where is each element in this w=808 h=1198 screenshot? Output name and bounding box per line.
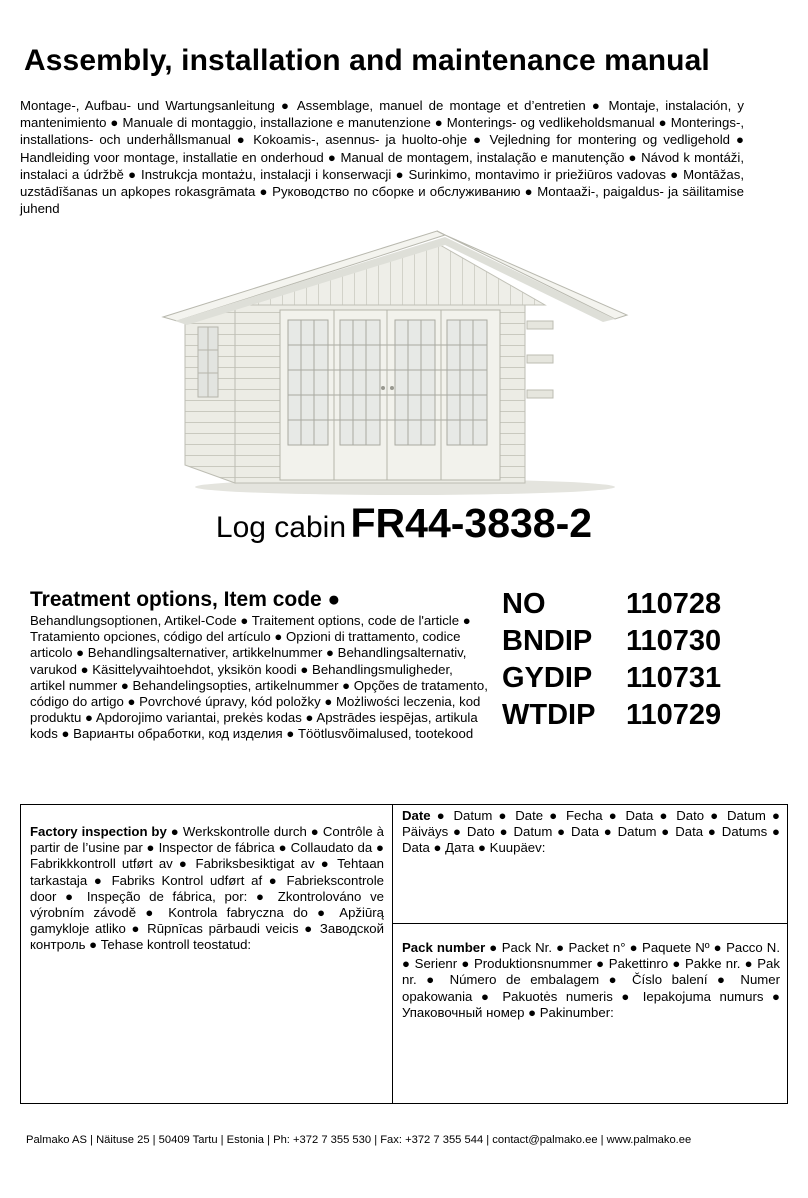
treatment-name: BNDIP <box>502 625 593 657</box>
factory-inspection-cell <box>30 824 384 954</box>
product-model: FR44-3838-2 <box>350 500 593 546</box>
date-cell[interactable] <box>402 808 780 857</box>
item-code: 110730 <box>626 625 722 657</box>
pack-number-label: Pack number <box>402 940 486 955</box>
item-code: 110731 <box>626 662 722 694</box>
multilingual-subtitle: Montage-, Aufbau- und Wartungsanleitung ● Assemblage, manuel de montage et d’entretien ● Montaje, instalación, y mantenimiento ● Manuale di montaggio, installazione e manutenzione ● Monterings- og vedlikeholdsmanual ● Monterings-, installations- och underhållsmanual ● Kokoamis-, asennus- ja huolto-ohje ● Vejledning for montering og vedligehold ● Handleiding voor montage, installatie en onderhoud ● Manual de montagem, instalação e manutenção ● Návod k montáži, instalaci a údržbě ● Instrukcja montażu, instalacji i konserwacji ● Surinkimo, montavimo ir priežiūros vadovas ● Montāžas, uzstādīšanas un apkopes rokasgrāmata ● Руководство по сборке и обслуживанию ● Montaaži-, paigaldus- ja säilitamise juhend <box>20 98 744 217</box>
pack-number-text: ● Pack Nr. ● Packet n° ● Paquete Nº ● Pacco N. ● Serienr ● Produktionsnummer ● Pakettinro ● Pakke nr. ● Pak nr. ● Número de embalagem ● Číslo balení ● Numer opakowania ● Pakuotės numeris ● Iepakojuma numurs ● Упаковочный номер ● Pakinumber: <box>402 940 780 1020</box>
item-code: 110729 <box>626 699 722 731</box>
treatment-name: GYDIP <box>502 662 593 694</box>
date-text: ● Datum ● Date ● Fecha ● Data ● Dato ● Datum ● Päiväys ● Dato ● Datum ● Data ● Datum ● Data ● Datums ● Data ● Дата ● Kuupäev: <box>402 808 780 856</box>
form-divider-vertical <box>392 805 393 1103</box>
item-codes <box>502 586 802 734</box>
inspection-form <box>20 804 788 1104</box>
treatment-title: Treatment options, Item code ● <box>30 588 341 611</box>
product-prefix: Log cabin <box>215 511 347 544</box>
treatment-name: NO <box>502 588 546 620</box>
item-code-row <box>502 660 802 697</box>
factory-inspection-label: Factory inspection by <box>30 824 167 839</box>
item-code: 110728 <box>626 588 722 620</box>
treatment-name: WTDIP <box>502 699 596 731</box>
item-code-row <box>502 623 802 660</box>
pack-number-cell[interactable] <box>402 940 780 1021</box>
date-label: Date <box>402 808 431 823</box>
factory-inspection-text: ● Werkskontrolle durch ● Contrôle à partir de l’usine par ● Inspector de fábrica ● Collaudato da ● Fabrikkkontroll utført av ● Fabriksbesiktigat av ● Tehtaan tarkastaja ● Fabriks Kontrol udført af ● Fabriekscontrole door ● Inspeção de fábrica, por: ● Zkontrolováno ve výrobním závodě ● Kontrola fabryczna do ● Apžiūrą gamykloje atliko ● Rūpnīcas pārbaudi veicis ● Заводской контроль ● Tehase kontroll teostatud: <box>30 824 384 953</box>
footer-contact: Palmako AS | Näituse 25 | 50409 Tartu | Estonia | Ph: +372 7 355 530 | Fax: +372 7 355 544 | contact@palmako.ee | www.palmako.ee <box>26 1134 692 1146</box>
product-name <box>0 500 808 547</box>
treatment-description: Behandlungsoptionen, Artikel-Code ● Traitement options, code de l'article ● Tratamiento opciones, código del artículo ● Opzioni di trattamento, codice articolo ● Behandlingsalternativer, artikkelnummer ● Behandlingsalternativ, varukod ● Käsittelyvaihtoehdot, yksikön koodi ● Behandlingsmuligheder, artikel nummer ● Behandelingsopties, artikelnummer ● Opções de tratamento, código do artigo ● Povrchové úpravy, kód položky ● Możliwości leczenia, kod produktu ● Apdorojimo variantai, prekės kodas ● Apstrādes iespējas, artikula kods ● Варианты обработки, код изделия ● Töötlusvõimalused, tootekood <box>30 613 488 742</box>
page-title: Assembly, installation and maintenance manual <box>24 44 710 77</box>
item-code-row <box>502 697 802 734</box>
item-code-row <box>502 586 802 623</box>
form-divider-horizontal <box>393 923 787 924</box>
